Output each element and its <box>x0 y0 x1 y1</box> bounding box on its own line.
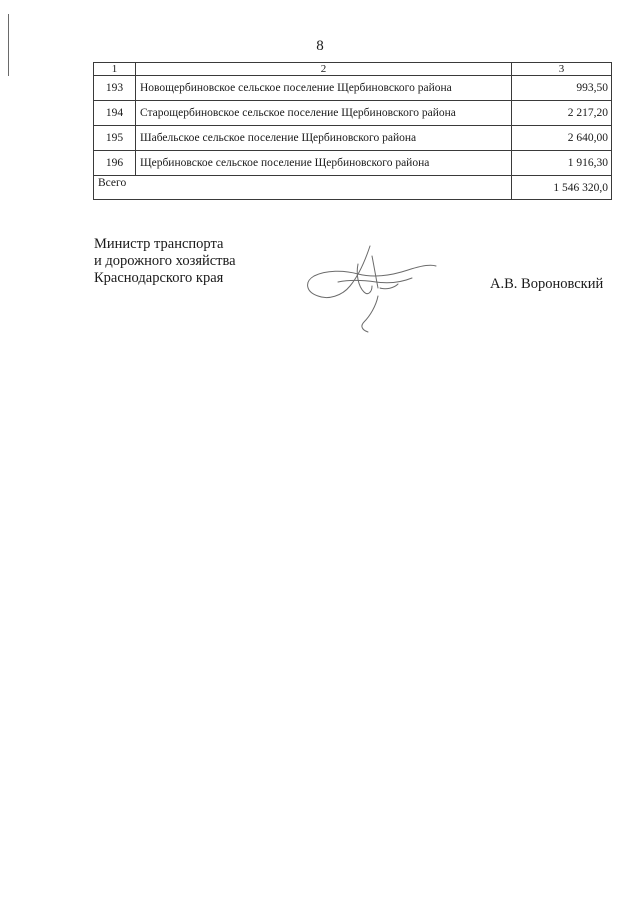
amount-value: 2 640,00 <box>512 126 612 151</box>
total-label: Всего <box>94 176 512 200</box>
signatory-title-line: и дорожного хозяйства <box>94 253 236 269</box>
table-row <box>94 151 612 176</box>
total-value: 1 546 320,0 <box>512 176 612 200</box>
column-header: 3 <box>512 63 612 76</box>
table-row <box>94 126 612 151</box>
table-header-row <box>94 63 612 76</box>
total-row <box>94 176 612 200</box>
amount-value: 2 217,20 <box>512 101 612 126</box>
settlement-name: Щербиновское сельское поселение Щербиновского района <box>136 151 512 176</box>
row-number: 196 <box>94 151 136 176</box>
amount-value: 1 916,30 <box>512 151 612 176</box>
amount-value: 993,50 <box>512 76 612 101</box>
page-number: 8 <box>316 38 324 54</box>
handwritten-signature <box>298 236 448 336</box>
row-number: 194 <box>94 101 136 126</box>
signatory-title <box>94 236 236 287</box>
funds-table <box>93 62 612 200</box>
settlement-name: Новощербиновское сельское поселение Щербиновского района <box>136 76 512 101</box>
settlement-name: Старощербиновское сельское поселение Щербиновского района <box>136 101 512 126</box>
settlement-name: Шабельское сельское поселение Щербиновского района <box>136 126 512 151</box>
signatory-title-line: Министр транспорта <box>94 236 224 252</box>
table-row <box>94 101 612 126</box>
signatory-name: А.В. Вороновский <box>490 276 604 292</box>
row-number: 195 <box>94 126 136 151</box>
table-row <box>94 76 612 101</box>
signatory-title-line: Краснодарского края <box>94 270 224 286</box>
column-header: 2 <box>136 63 512 76</box>
column-header: 1 <box>94 63 136 76</box>
row-number: 193 <box>94 76 136 101</box>
